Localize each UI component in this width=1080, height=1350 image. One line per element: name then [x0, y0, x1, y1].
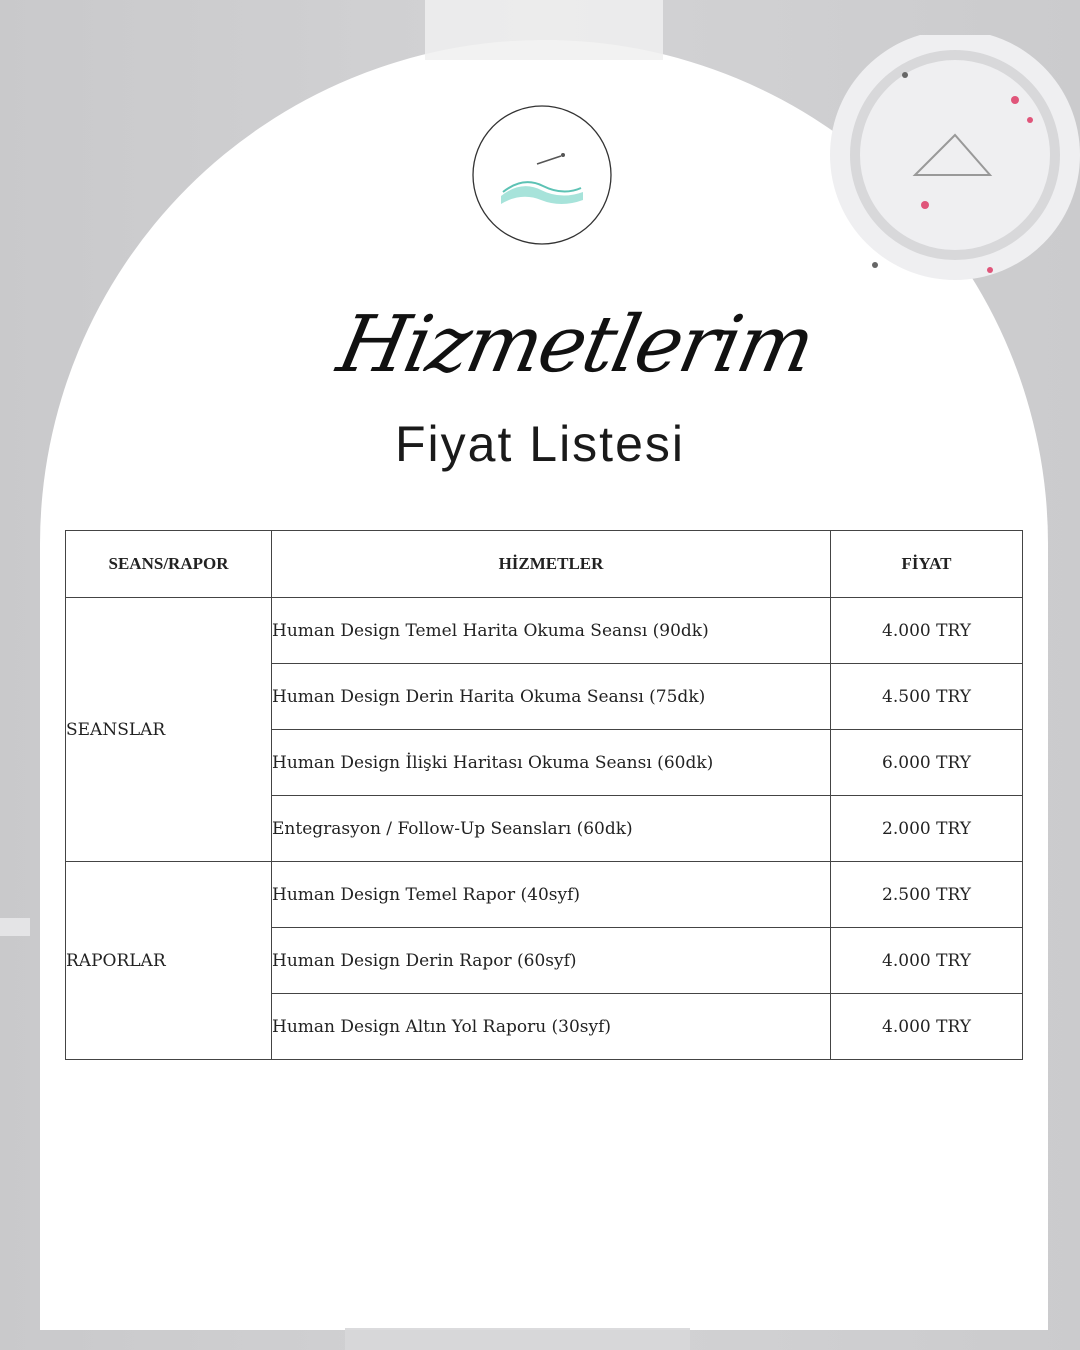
table-header-row — [66, 531, 1023, 598]
service-cell: Human Design Altın Yol Raporu (30syf) — [272, 994, 831, 1060]
header-price: FİYAT — [831, 531, 1023, 598]
service-cell: Entegrasyon / Follow-Up Seansları (60dk) — [272, 796, 831, 862]
price-table — [65, 530, 1023, 1060]
category-cell: SEANSLAR — [66, 598, 272, 862]
service-cell: Human Design İlişki Haritası Okuma Seansı (60dk) — [272, 730, 831, 796]
tape-bottom — [345, 1328, 690, 1350]
price-cell: 4.000 TRY — [831, 994, 1023, 1060]
price-cell: 2.000 TRY — [831, 796, 1023, 862]
table-row — [66, 862, 1023, 928]
page-title-script: Hizmetlerim — [330, 300, 821, 390]
service-cell: Human Design Temel Rapor (40syf) — [272, 862, 831, 928]
page-subtitle: Fiyat Listesi — [395, 416, 685, 472]
price-cell: 6.000 TRY — [831, 730, 1023, 796]
edge-tab — [0, 918, 30, 936]
service-cell: Human Design Derin Rapor (60syf) — [272, 928, 831, 994]
header-category: SEANS/RAPOR — [66, 531, 272, 598]
header-services: HİZMETLER — [272, 531, 831, 598]
bodygraph-chart-image — [805, 35, 1080, 310]
category-cell: RAPORLAR — [66, 862, 272, 1060]
service-cell: Human Design Derin Harita Okuma Seansı (75dk) — [272, 664, 831, 730]
price-cell: 4.500 TRY — [831, 664, 1023, 730]
price-cell: 2.500 TRY — [831, 862, 1023, 928]
table-row — [66, 598, 1023, 664]
price-cell: 4.000 TRY — [831, 598, 1023, 664]
brand-logo — [471, 104, 613, 246]
service-cell: Human Design Temel Harita Okuma Seansı (90dk) — [272, 598, 831, 664]
price-cell: 4.000 TRY — [831, 928, 1023, 994]
tape-top — [425, 0, 663, 60]
